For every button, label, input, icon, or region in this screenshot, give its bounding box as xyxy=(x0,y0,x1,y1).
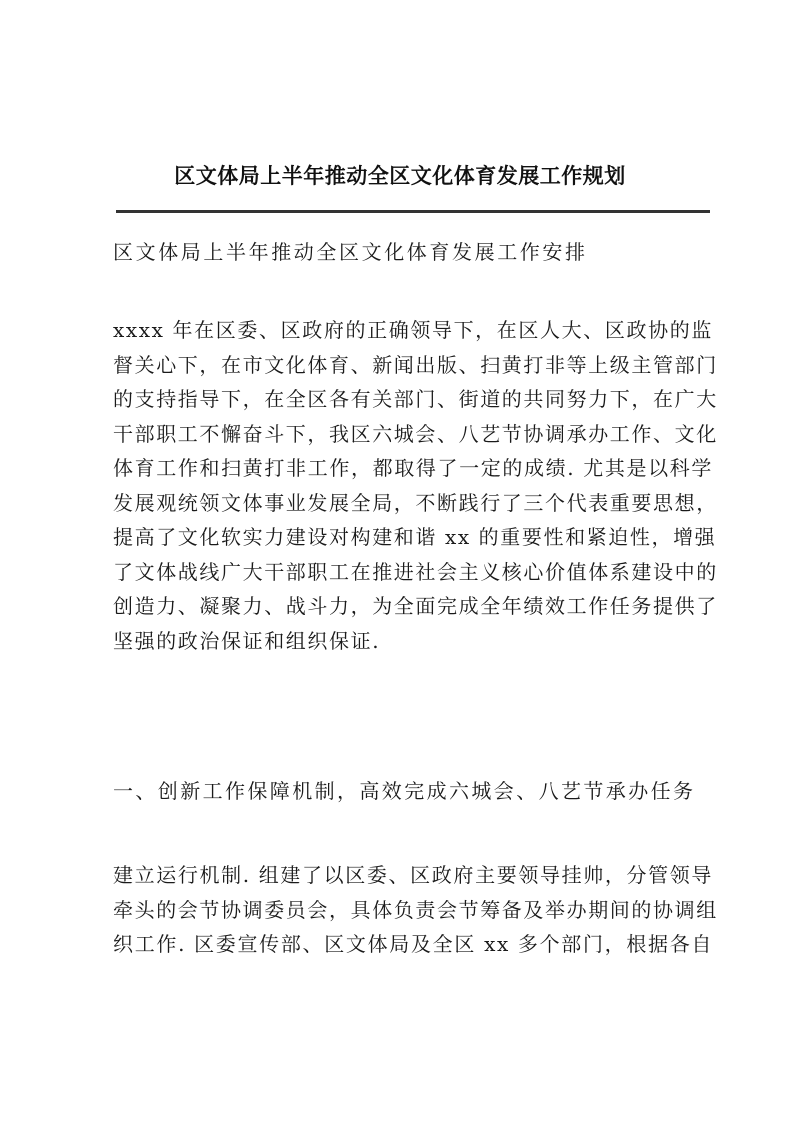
paragraph-section1 xyxy=(113,858,718,962)
paragraph-line: 创造力、凝聚力、战斗力，为全面完成全年绩效工作任务提供了 xyxy=(113,594,718,618)
section-heading: 一、创新工作保障机制，高效完成六城会、八艺节承办任务 xyxy=(113,779,696,803)
paragraph-line: 坚强的政治保证和组织保证. xyxy=(113,628,381,653)
paragraph-line: 干部职工不懈奋斗下，我区六城会、八艺节协调承办工作、文化 xyxy=(113,421,718,446)
paragraph-line: 建立运行机制. 组建了以区委、区政府主要领导挂帅，分管领导 xyxy=(113,863,713,887)
paragraph-line: 发展观统领文体事业发展全局，不断践行了三个代表重要思想， xyxy=(113,490,718,515)
paragraph-line: 提高了文化软实力建设对构建和谐 xx 的重要性和紧迫性，增强 xyxy=(113,525,717,549)
paragraph-line: xxxx 年在区委、区政府的正确领导下，在区人大、区政协的监 xyxy=(113,318,713,342)
paragraph-line: 体育工作和扫黄打非工作，都取得了一定的成绩. 尤其是以科学 xyxy=(113,456,713,480)
paragraph-line: 织工作. 区委宣传部、区文体局及全区 xx 多个部门，根据各自 xyxy=(113,932,713,956)
paragraph-line: 牵头的会节协调委员会，具体负责会节筹备及举办期间的协调组 xyxy=(113,897,718,922)
paragraph-line: 督关心下，在市文化体育、新闻出版、扫黄打非等上级主管部门 xyxy=(113,352,718,377)
document-subtitle: 区文体局上半年推动全区文化体育发展工作安排 xyxy=(113,240,588,264)
paragraph-line: 的支持指导下，在全区各有关部门、街道的共同努力下，在广大 xyxy=(113,387,718,411)
title-divider xyxy=(116,210,710,213)
paragraph-intro xyxy=(113,313,718,658)
document-title: 区文体局上半年推动全区文化体育发展工作规划 xyxy=(174,164,626,188)
paragraph-line: 了文体战线广大干部职工在推进社会主义核心价值体系建设中的 xyxy=(113,559,718,584)
